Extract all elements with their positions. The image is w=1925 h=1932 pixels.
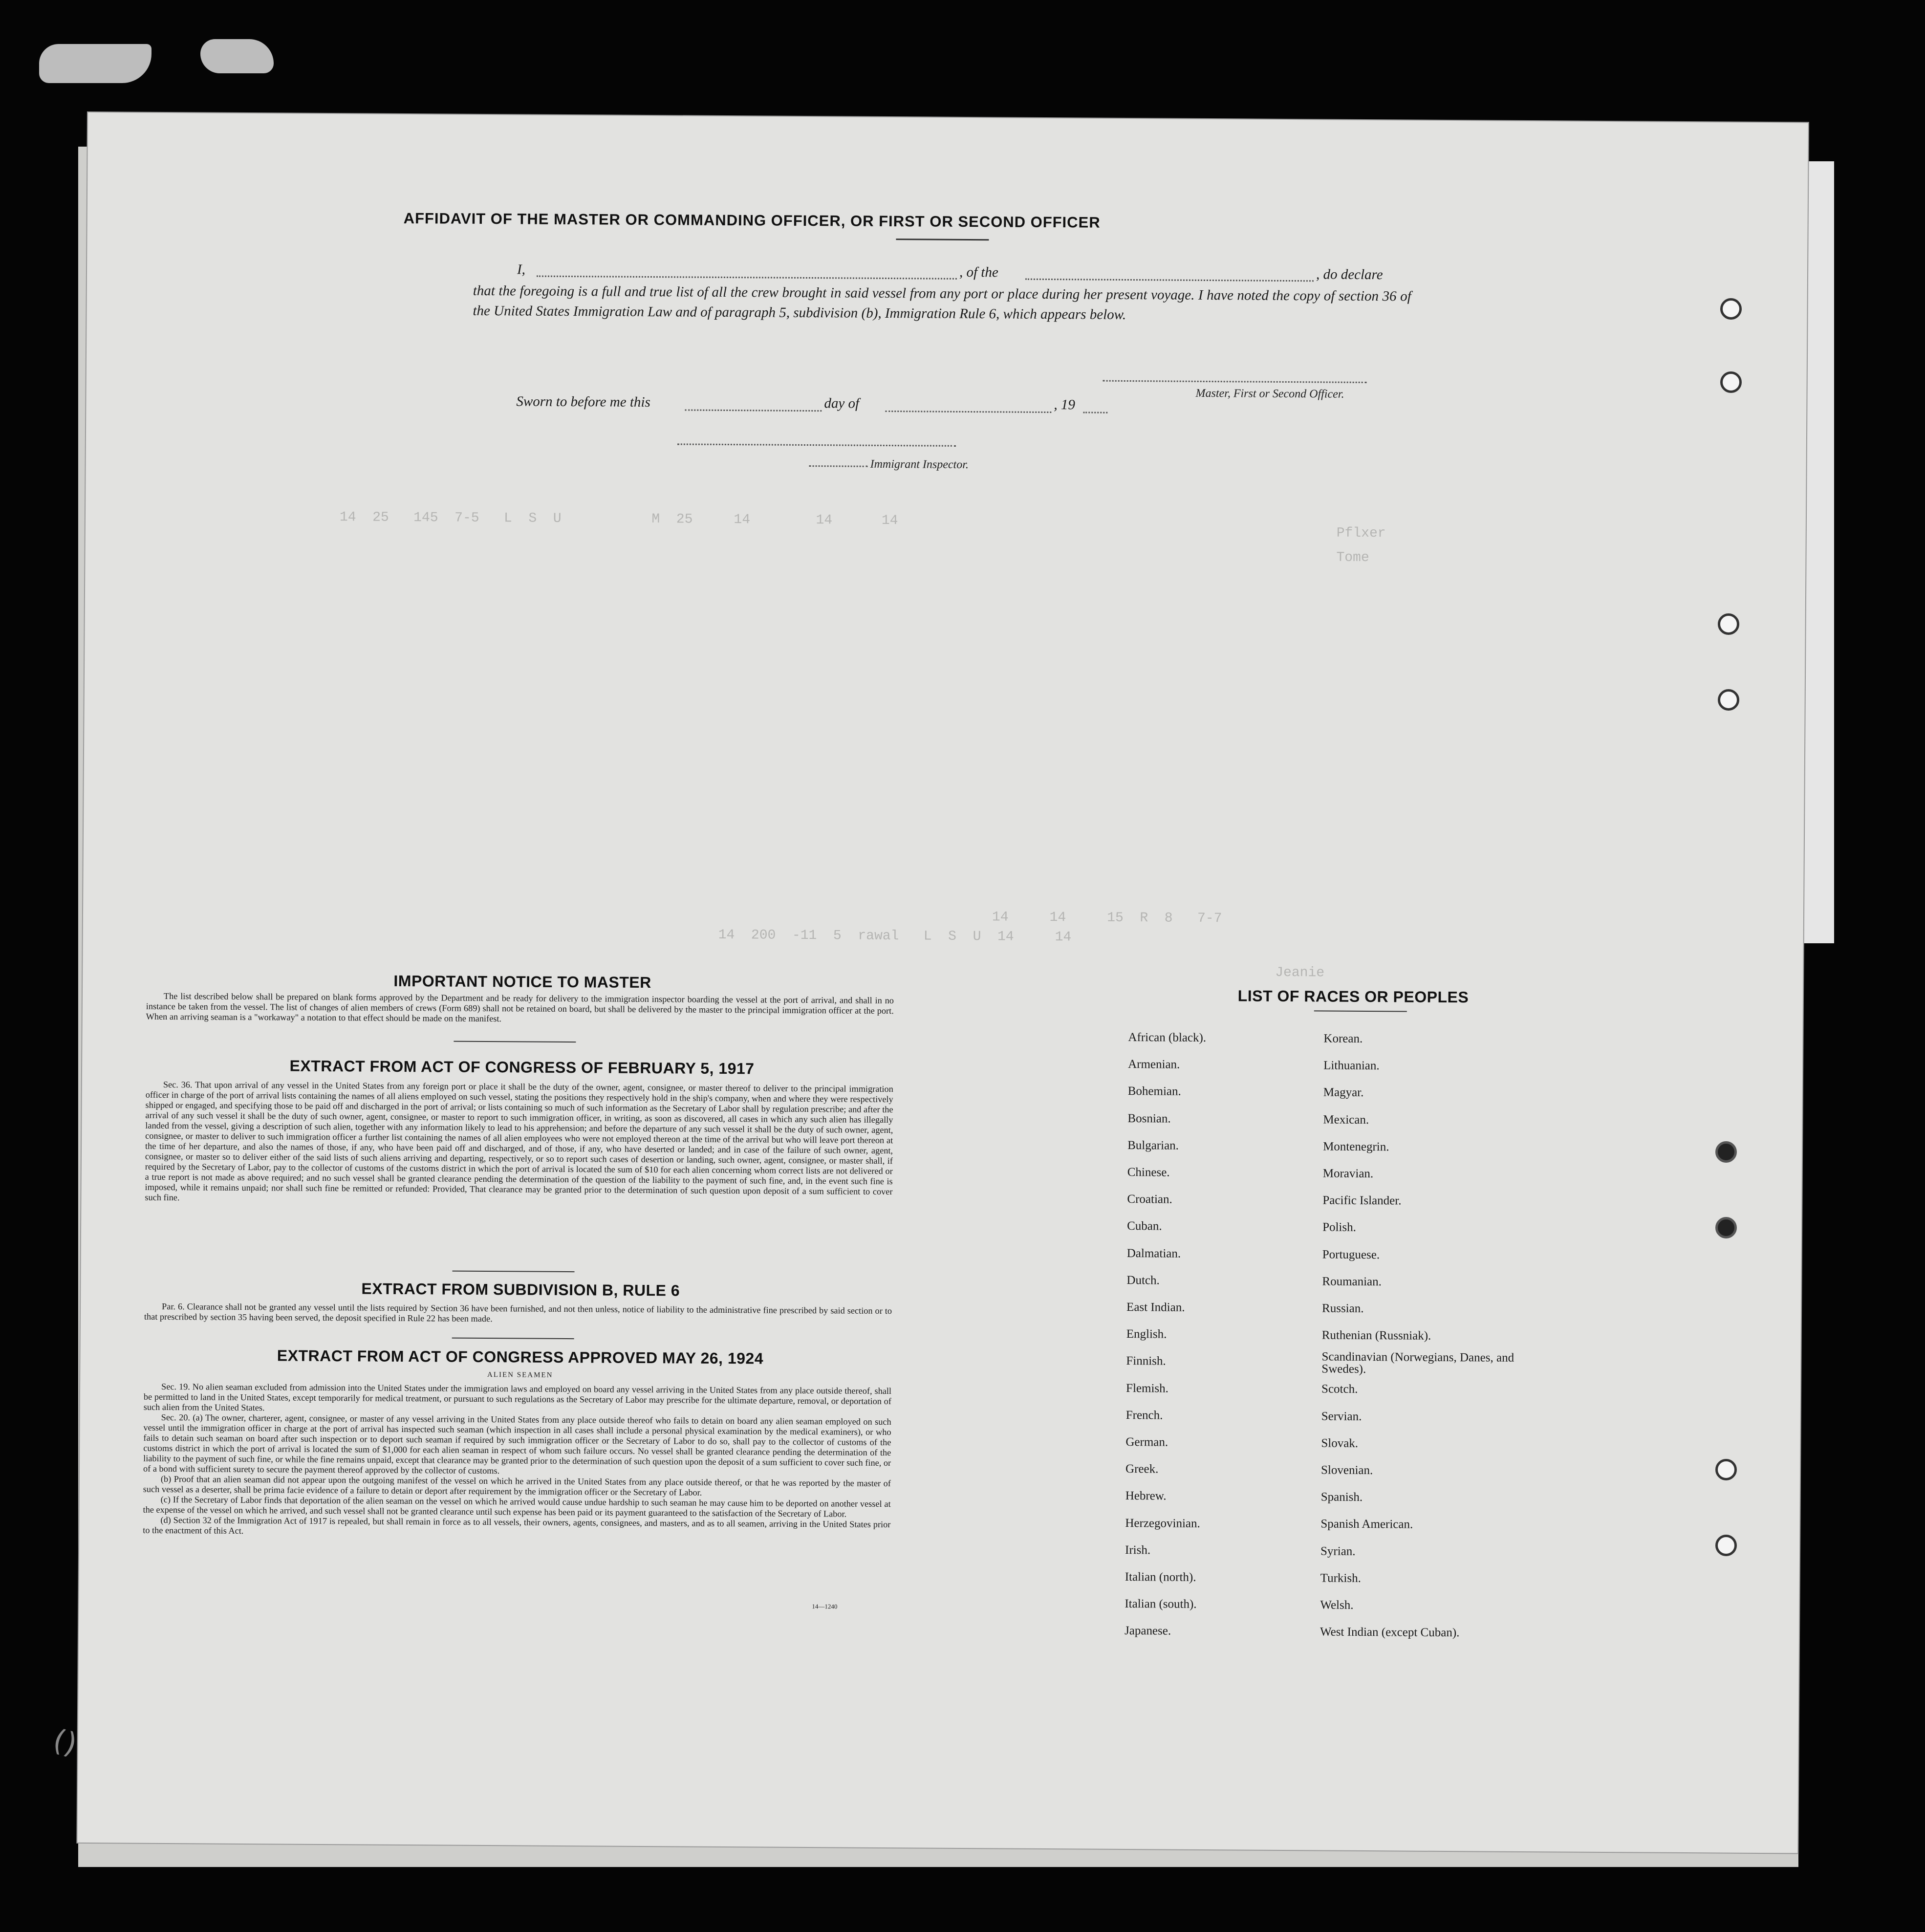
races-right-column xyxy=(1320,1025,1529,1647)
races-rule xyxy=(1314,1010,1407,1012)
extract-rule6-title: EXTRACT FROM SUBDIVISION B, RULE 6 xyxy=(361,1280,680,1300)
torn-paper-scrap xyxy=(200,39,274,73)
race-item: Korean. xyxy=(1323,1032,1363,1045)
race-item: Moravian. xyxy=(1322,1167,1374,1181)
race-item: Italian (south). xyxy=(1125,1597,1197,1611)
extract-rule6-text xyxy=(144,1302,892,1326)
notice-paragraph: The list described below shall be prepared on blank forms approved by the Department and be ready for delivery to the immigration inspector boarding the vessel at the port of arrival, and shall in no instance be taken from the vessel. The list of changes of alien members of crews (Form 689) shall not be retained on board, but shall be delivered by the master to the principal immigration officer at the port. When an arriving seaman is a "workaway" a notation to that effect should be made on the manifest. xyxy=(146,991,894,1024)
binder-hole xyxy=(1715,1535,1737,1556)
sworn-label: Sworn to before me this xyxy=(516,393,650,411)
section-rule xyxy=(453,1271,575,1273)
race-item: Irish. xyxy=(1125,1543,1151,1557)
par-6-paragraph: Par. 6. Clearance shall not be granted any vessel until the lists required by Section 36 have been furnished, and not then unless, notice of liability to the administrative fine prescribed by said section or to that prescribed by section 35 having been served, the deposit specified in Rule 22 has been made. xyxy=(144,1301,892,1324)
race-item: Cuban. xyxy=(1127,1219,1162,1233)
race-item: Herzegovinian. xyxy=(1125,1516,1200,1530)
race-item: Pacific Islander. xyxy=(1322,1194,1402,1208)
race-item: Bulgarian. xyxy=(1127,1138,1179,1152)
sec-20a-paragraph: Sec. 20. (a) The owner, charterer, agent, consignee, or master of any vessel arriving in the United States from any place outside thereof who fails to detain on board any alien seaman employed on such vessel until the immigration officer in charge at the port of arrival has inspected such seaman (which inspection in all cases shall include a personal physical examination by the medical examiners), or who fails to detain such seaman on board after such inspection or to deport such seaman if required by such immigration officer or the Secretary of Labor to do so, shall pay to the collector of customs of the customs district in which the port of arrival is located the sum of $1,000 for each alien seaman in respect of whom such failure occurs. No vessel shall be granted clearance pending the determination of the liability to the payment of such fine, or while the fine remains unpaid, except that clearance may be granted prior to the determination of such question upon the deposit of a sum sufficient to cover such fine, or of a bond with sufficient surety to secure the payment thereof approved by the collector of customs. xyxy=(143,1412,891,1476)
inspector-lead-line xyxy=(809,465,868,467)
sec-19-paragraph: Sec. 19. No alien seaman excluded from admission into the United States under the immigration laws and employed on board any vessel arriving in the United States from any place outside thereof, shall be permitted to land in the United States, except temporarily for medical treatment, or pursuant to such regulations as the Secretary of Labor may prescribe for the ultimate departure, removal, or deportation of such alien from the United States. xyxy=(143,1381,892,1413)
alien-seamen-heading: ALIEN SEAMEN xyxy=(487,1371,553,1379)
binder-hole xyxy=(1718,689,1739,711)
torn-paper-scrap xyxy=(39,44,151,83)
races-title: LIST OF RACES OR PEOPLES xyxy=(1237,987,1469,1006)
sec-20d-paragraph: (d) Section 32 of the Immigration Act of 1917 is repealed, but shall remain in force as to all vessels, their owners, agents, consignees, and masters, and as to all seamen, arriving in the United States prior to the enactment of this Act. xyxy=(143,1515,891,1536)
form-code: 14—1240 xyxy=(812,1603,838,1610)
pencil-mark: () xyxy=(49,1722,81,1762)
bleed-through-marks: 14 25 145 7-5 L S U M 25 14 14 14 xyxy=(339,510,898,529)
race-item: Montenegrin. xyxy=(1323,1140,1389,1154)
race-item: Bosnian. xyxy=(1127,1111,1171,1126)
race-item: Spanish. xyxy=(1320,1490,1363,1504)
race-item: Slovak. xyxy=(1321,1436,1359,1450)
binder-hole xyxy=(1715,1141,1737,1163)
section-rule xyxy=(452,1338,574,1340)
race-item: Italian (north). xyxy=(1125,1570,1196,1584)
binder-hole xyxy=(1715,1217,1737,1238)
day-of-label: day of xyxy=(824,395,860,412)
do-declare-label: , do declare xyxy=(1316,266,1383,283)
race-item: Japanese. xyxy=(1124,1624,1171,1638)
sworn-year-field[interactable] xyxy=(1083,412,1107,413)
race-item: Armenian. xyxy=(1128,1058,1180,1071)
races-left-column xyxy=(1125,1024,1314,1646)
race-item: Hebrew. xyxy=(1125,1489,1167,1503)
sworn-day-field[interactable] xyxy=(685,409,822,412)
race-item: Greek. xyxy=(1125,1462,1159,1476)
extract-1917-title: EXTRACT FROM ACT OF CONGRESS OF FEBRUARY 5, 1917 xyxy=(289,1057,755,1078)
binder-hole xyxy=(1715,1459,1737,1480)
race-item: Magyar. xyxy=(1323,1085,1364,1100)
bleed-through-marks: 14 14 15 R 8 7-7 xyxy=(992,910,1222,927)
race-item: German. xyxy=(1125,1435,1168,1449)
bleed-through-marks: Tome xyxy=(1336,550,1369,566)
race-item: Syrian. xyxy=(1320,1544,1356,1558)
name-field[interactable] xyxy=(537,276,957,280)
race-item: East Indian. xyxy=(1126,1301,1185,1314)
document-page xyxy=(49,112,1808,1853)
master-signature-label: Master, First or Second Officer. xyxy=(1195,387,1344,401)
race-item: West Indian (except Cuban). xyxy=(1319,1625,1460,1640)
extract-1917-text xyxy=(145,1080,893,1207)
race-item: Croatian. xyxy=(1127,1193,1172,1206)
extract-1924-text xyxy=(143,1382,891,1540)
sec-20b-paragraph: (b) Proof that an alien seaman did not appear upon the outgoing manifest of the vessel on which he arrived in the United States from any place outside thereof, or that he was reported by the master of such vessel as a deserter, shall be prima facie evidence of a failure to detain or deport after requirement by the immigration officer or the Secretary of Labor. xyxy=(143,1474,891,1498)
race-item: Chinese. xyxy=(1127,1166,1170,1179)
sworn-month-field[interactable] xyxy=(885,411,1051,413)
race-item: Servian. xyxy=(1321,1410,1362,1423)
race-item: Ruthenian (Russniak). xyxy=(1321,1328,1431,1343)
race-item: African (black). xyxy=(1128,1031,1207,1045)
race-item: Bohemian. xyxy=(1127,1085,1181,1099)
bleed-through-marks: Jeanie xyxy=(1275,965,1325,981)
i-label: I, xyxy=(517,261,526,278)
race-item: English. xyxy=(1126,1327,1167,1341)
title-rule xyxy=(896,239,989,240)
race-item: Flemish. xyxy=(1126,1381,1169,1395)
extract-1924-title: EXTRACT FROM ACT OF CONGRESS APPROVED MAY 26, 1924 xyxy=(277,1346,764,1368)
affidavit-body: that the foregoing is a full and true list of all the crew brought in said vessel from any port or place during her present voyage. I have noted the copy of section 36 of the United States Immigration Law and of paragraph 5, subdivision (b), Immigration Rule 6, which appears below. xyxy=(473,282,1411,323)
race-item: Finnish. xyxy=(1126,1354,1166,1368)
race-item: Dalmatian. xyxy=(1126,1246,1181,1260)
race-item: Scotch. xyxy=(1321,1382,1358,1396)
race-item: Dutch. xyxy=(1126,1273,1160,1287)
inspector-signature-field[interactable] xyxy=(677,443,956,446)
race-item: Scandinavian (Norwegians, Danes, and Swedes). xyxy=(1321,1350,1514,1376)
affidavit-title: AFFIDAVIT OF THE MASTER OR COMMANDING OFFICER, OR FIRST OR SECOND OFFICER xyxy=(403,209,1101,231)
master-signature-field[interactable] xyxy=(1103,380,1367,383)
sec-20c-paragraph: (c) If the Secretary of Labor finds that deportation of the alien seaman on the vessel on which he arrived would cause undue hardship to such seaman he may cause him to be deported on another vessel at the expense of the vessel on which he arrived, and such vessel shall not be granted clearance until such expense has been paid or its payment guaranteed to the satisfaction of the Secretary of Labor. xyxy=(143,1494,891,1519)
bleed-through-marks: 14 200 -11 5 rawal L S U 14 14 xyxy=(718,927,1072,945)
race-item: Spanish American. xyxy=(1320,1517,1413,1532)
binder-hole xyxy=(1720,371,1742,393)
race-item: Welsh. xyxy=(1320,1598,1354,1612)
race-item: Roumanian. xyxy=(1322,1275,1382,1289)
race-item: Turkish. xyxy=(1320,1571,1361,1585)
binder-hole xyxy=(1720,298,1742,320)
notice-title: IMPORTANT NOTICE TO MASTER xyxy=(393,972,651,992)
race-item: Polish. xyxy=(1322,1220,1356,1235)
race-item: Portuguese. xyxy=(1322,1248,1380,1261)
of-the-label: , of the xyxy=(959,264,998,281)
section-rule xyxy=(454,1041,576,1043)
race-item: Mexican. xyxy=(1323,1113,1369,1127)
section-36-paragraph: Sec. 36. That upon arrival of any vessel in the United States from any foreign port or place it shall be the duty of the owner, agent, consignee, or master thereof to deliver to the principal immigration officer in charge of the port of arrival lists containing the names of all aliens employed on such vessel, stating the positions they respectively hold in the ship's company, when and where they were respectively shipped or engaged, and specifying those to be paid off and discharged in the port of arrival; or lists containing so much of such information as the Secretary of Labor shall by regulation prescribe; and after the arrival of any such vessel it shall be the duty of such owner, agent, consignee, or master to report to such immigration officer, in writing, as soon as discovered, all cases in which any such alien has illegally landed from the vessel, giving a description of such alien, together with any information likely to lead to his apprehension; and before the departure of any such vessel it shall be the duty of such owner, agent, consignee, or master to deliver to such immigration officer a further list containing the names of all alien employees who were not employed thereon at the time of the arrival but who will leave port thereon at the time of her departure, and also the names of those, if any, who have been paid off and discharged, and of those, if any, who have deserted or landed; and in case of the failure of such owner, agent, consignee, or master so to deliver either of the said lists of such aliens arriving and departing, respectively, or so to report such cases of desertion or landing, such owner, agent, consignee, or master shall, if required by the Secretary of Labor, pay to the collector of customs of the customs district in which the port of arrival is located the sum of $10 for each alien concerning whom correct lists are not delivered or a true report is not made as above required; and no such vessel shall be granted clearance pending the determination of the question of the liability to the payment of such fine, and, in the event such fine is imposed, while it remains unpaid; nor shall such fine be remitted or refunded: Provided, That clearance may be granted prior to the determination of such question upon deposit of a sum sufficient to cover such fine. xyxy=(145,1079,893,1203)
year-label: , 19 xyxy=(1054,397,1075,413)
race-item: French. xyxy=(1125,1408,1163,1422)
inspector-label: Immigrant Inspector. xyxy=(870,457,969,472)
notice-text xyxy=(146,991,894,1026)
race-item: Slovenian. xyxy=(1320,1463,1373,1477)
race-item: Russian. xyxy=(1322,1302,1364,1316)
vessel-field[interactable] xyxy=(1025,279,1314,282)
binder-hole xyxy=(1718,613,1739,635)
race-item: Lithuanian. xyxy=(1323,1059,1380,1073)
bleed-through-marks: Pflxer xyxy=(1336,525,1386,542)
